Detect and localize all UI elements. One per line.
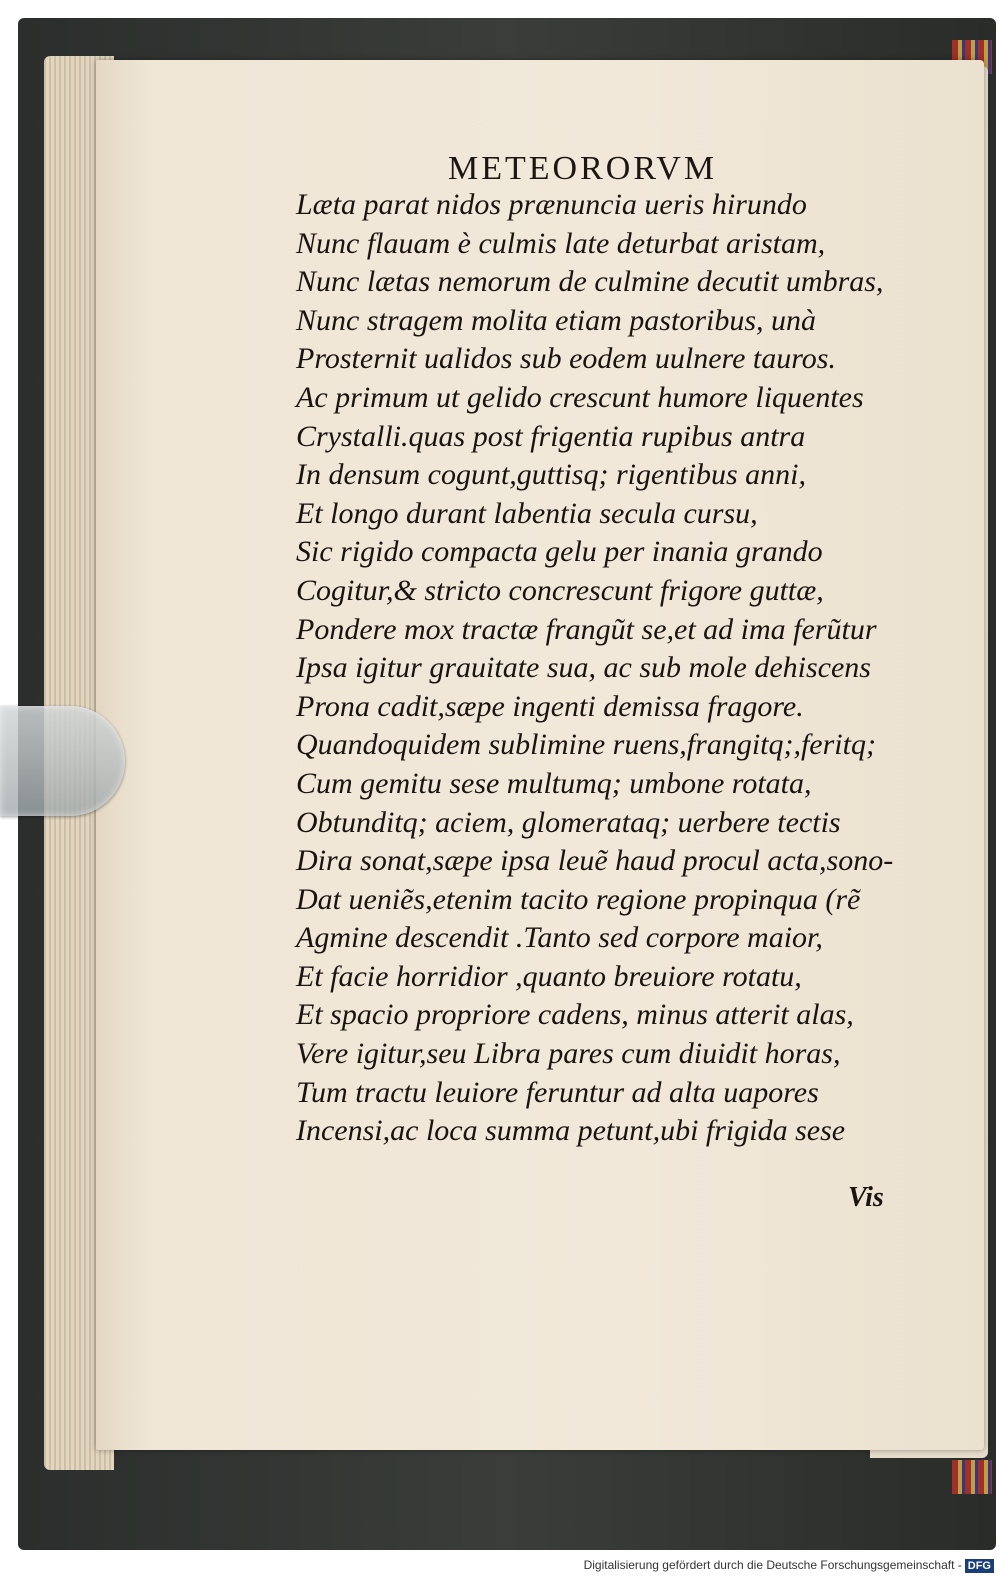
verse-line: Pondere mox tractæ frangũt se,et ad ima ferũtur [296, 612, 877, 646]
credit-text: Digitalisierung gefördert durch die Deutsche Forschungsgemeinschaft - [583, 1558, 962, 1572]
verse-line: Sic rigido compacta gelu per inania grando [296, 535, 823, 569]
verse-line: Nunc lætas nemorum de culmine decutit umbras, [296, 265, 884, 299]
verse-line: In densum cogunt,guttisq; rigentibus anni, [296, 458, 806, 492]
page-clip [0, 706, 125, 816]
catchword: Vis [848, 1182, 884, 1213]
verse-line: Prona cadit,sæpe ingenti demissa fragore. [296, 689, 804, 723]
verse-line: Ac primum ut gelido crescunt humore liquentes [296, 380, 864, 414]
verse-line: Et spacio propriore cadens, minus atterit alas, [296, 998, 854, 1032]
verse-line: Et facie horridior ,quanto breuiore rotatu, [296, 959, 802, 993]
verse-line: Nunc flauam è culmis late deturbat aristam, [296, 226, 826, 260]
verse-line: Agmine descendit .Tanto sed corpore maior, [296, 921, 823, 955]
verse-line: Ipsa igitur grauitate sua, ac sub mole dehiscens [296, 651, 871, 685]
verse-line: Obtunditq; aciem, glomerataq; uerbere tectis [296, 805, 841, 839]
verse-line: Dira sonat,sæpe ipsa leuẽ haud procul acta,sono- [296, 844, 894, 878]
verse-line: Prosternit ualidos sub eodem uulnere tauros. [296, 342, 836, 376]
bookmark-ribbon-bottom [952, 1460, 992, 1494]
verse-line: Quandoquidem sublimine ruens,frangitq;,feritq; [296, 728, 876, 762]
verse-line: Crystalli.quas post frigentia rupibus antra [296, 419, 806, 453]
verse-line: Cogitur,& stricto concrescunt frigore guttæ, [296, 573, 824, 607]
verse-line: Læta parat nidos prænuncia ueris hirundo [296, 188, 807, 221]
verse-line: Et longo durant labentia secula cursu, [296, 496, 758, 530]
verse-line: Vere igitur,seu Libra pares cum diuidit horas, [296, 1037, 841, 1071]
verse-line: Tum tractu leuiore feruntur ad alta uapores [296, 1075, 819, 1109]
verse-line: Cum gemitu sese multumq; umbone rotata, [296, 766, 812, 800]
dfg-logo: DFG [965, 1559, 994, 1573]
verse-line: Dat ueniẽs,etenim tacito regione propinqua (rẽ [296, 882, 861, 916]
verse-line: Nunc stragem molita etiam pastoribus, unà [296, 303, 817, 337]
running-head: METEORORVM [448, 150, 718, 187]
digitization-credit [584, 1558, 994, 1573]
verse-text [296, 186, 896, 1151]
verse-line: Incensi,ac loca summa petunt,ubi frigida sese [296, 1114, 846, 1148]
